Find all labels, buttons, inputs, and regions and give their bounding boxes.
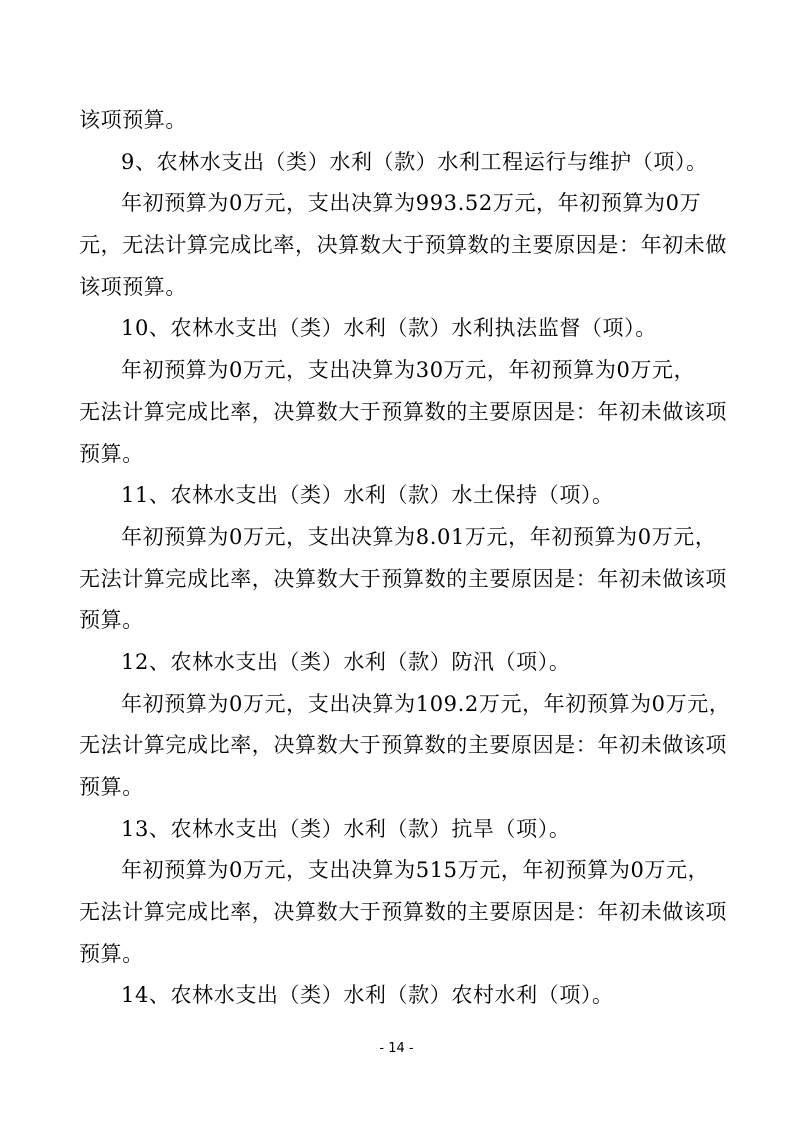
text-line: 预算。 — [79, 608, 144, 633]
section-heading-11: 11、农林水支出（类）水利（款）水土保持（项）。 — [121, 483, 614, 508]
text-line: 元，无法计算完成比率，决算数大于预算数的主要原因是：年初未做 — [79, 233, 727, 258]
text-line: 预算。 — [79, 941, 144, 966]
text-line: 年初预算为0万元，支出决算为993.52万元，年初预算为0万 — [121, 191, 702, 216]
section-heading-9: 9、农林水支出（类）水利（款）水利工程运行与维护（项）。 — [121, 149, 708, 174]
text-line: 预算。 — [79, 775, 144, 799]
text-line: 无法计算完成比率，决算数大于预算数的主要原因是：年初未做该项 — [79, 733, 727, 758]
section-heading-12: 12、农林水支出（类）水利（款）防汛（项）。 — [121, 649, 571, 674]
text-line: 该项预算。 — [79, 274, 187, 299]
text-line: 年初预算为0万元，支出决算为8.01万元，年初预算为0万元， — [121, 524, 717, 549]
section-heading-13: 13、农林水支出（类）水利（款）抗旱（项）。 — [121, 816, 571, 841]
section-heading-14: 14、农林水支出（类）水利（款）农村水利（项）。 — [121, 983, 614, 1008]
text-line: 年初预算为0万元，支出决算为515万元，年初预算为0万元， — [121, 858, 710, 883]
page-number: - 14 - — [379, 1041, 414, 1056]
text-line: 预算。 — [79, 441, 144, 466]
text-line: 无法计算完成比率，决算数大于预算数的主要原因是：年初未做该项 — [79, 399, 727, 424]
section-heading-10: 10、农林水支出（类）水利（款）水利执法监督（项）。 — [121, 316, 657, 341]
text-line: 该项预算。 — [79, 108, 187, 132]
text-line: 年初预算为0万元，支出决算为109.2万元，年初预算为0万元， — [121, 691, 731, 716]
text-line: 无法计算完成比率，决算数大于预算数的主要原因是：年初未做该项 — [79, 566, 727, 591]
document-body — [79, 100, 731, 1017]
text-line: 无法计算完成比率，决算数大于预算数的主要原因是：年初未做该项 — [79, 900, 727, 925]
text-line: 年初预算为0万元，支出决算为30万元，年初预算为0万元， — [121, 358, 696, 383]
